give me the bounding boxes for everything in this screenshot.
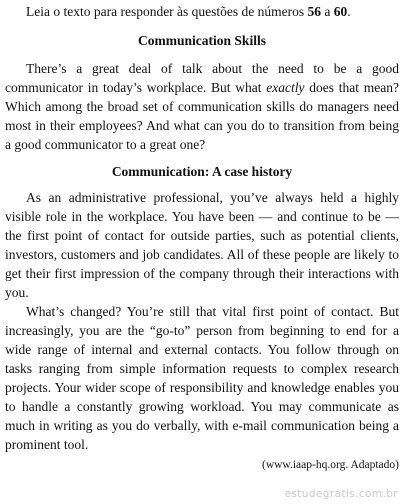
paragraph-1	[5, 59, 399, 154]
source-citation: (www.iaap-hq.org. Adaptado)	[261, 459, 399, 471]
paragraph-3: What’s changed? You’re still that vital first point of contact. But increasingly, you are the “go-to” person from beginning to end for a wide range of internal and external contacts. You follow through on tasks ranging from simple information requests to complex research projects. Your wider scope of responsibility and knowledge enables you to handle a constantly growing workload. You may communicate as much in writing as you do verbally, with e-mail communication being a prominent tool.	[5, 304, 399, 452]
article-title: Communication Skills	[138, 33, 266, 48]
first-question-number: 56	[307, 4, 322, 19]
section-subtitle: Communication: A case history	[111, 164, 293, 179]
paragraph-1-emphasis: exactly	[266, 80, 305, 95]
paragraph-2: As an administrative professional, you’ve always held a highly visible role in the workplace. You have been — and continue to be — the first point of contact for outside parties, such as potential clients, investors, customers and job candidates. All of these people are likely to get their first impression of the company through their interactions with you.	[5, 190, 399, 300]
instruction-text: Leia o texto para responder às questões de números	[26, 4, 308, 19]
site-watermark: estudegratis.com.br	[284, 488, 398, 500]
document-page	[5, 3, 399, 473]
instruction-connector: a	[321, 4, 334, 19]
paragraph-1-start: There’s a great deal of talk about the need to be a good communicator in today’s workplace. But what	[5, 61, 399, 95]
paragraph-1-end: does that mean? Which among the broad set of communication skills do managers need most in their employees? And what can you do to transition from being a good communicator to a great one?	[5, 80, 399, 152]
instruction-period: .	[347, 4, 351, 19]
instruction-line	[5, 3, 399, 21]
last-question-number: 60	[333, 4, 348, 19]
